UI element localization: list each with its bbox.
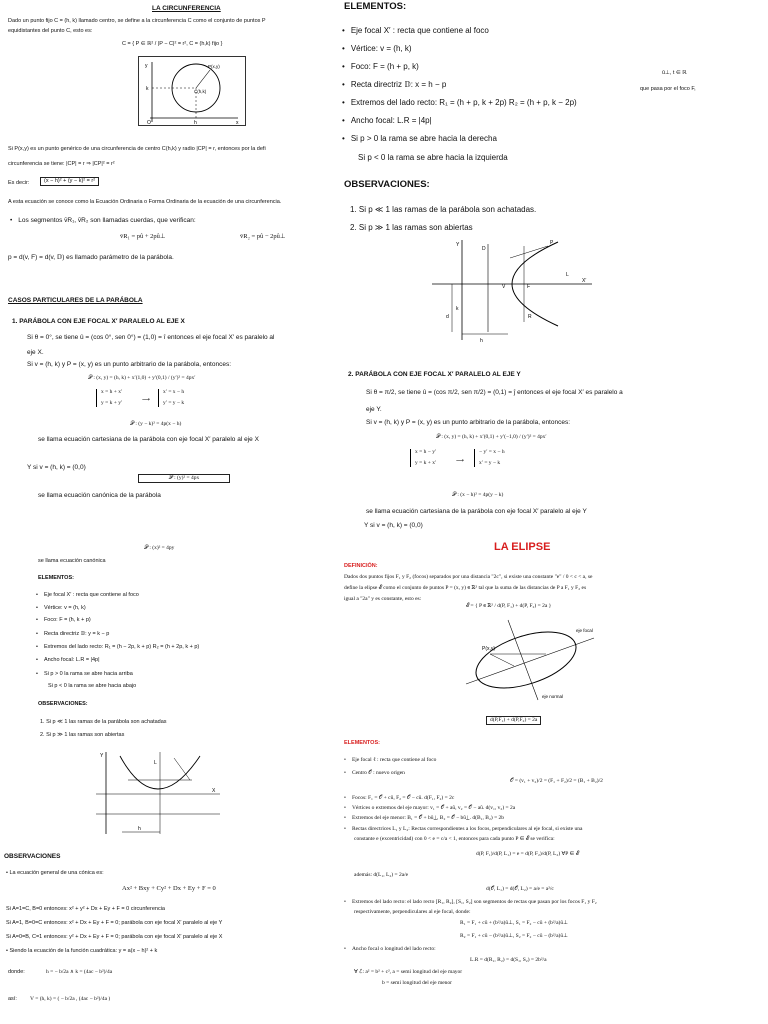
case2-sys-right-2: x′ = y − k: [479, 460, 501, 466]
rt-fig-x: X′: [582, 278, 587, 284]
ellipse-label-normal: eje normal: [542, 694, 564, 699]
rt-fig-r: R: [528, 314, 532, 320]
ll-elementos-title: ELEMENTOS:: [38, 575, 74, 581]
case2-equation: 𝒫 : (x − h)² = 4p(y − k): [452, 492, 504, 498]
elipse-e7-eq2: R₂ = F₁ + cû − (b²/a)û⊥, S₂ = F₂ − cû − (b²/a)û⊥: [460, 933, 568, 939]
rt-obs-title: OBSERVACIONES:: [344, 179, 430, 190]
rt-elementos-title: ELEMENTOS:: [344, 1, 407, 12]
obs-asi-eq: V = (h, k) = ( − b/2a , (4ac − b²)/4a ): [30, 996, 111, 1002]
rt-fig-v: V: [502, 284, 506, 290]
circle-label-o: O: [147, 120, 151, 126]
rt-elem-8: Si p < 0 la rama se abre hacia la izquierda: [358, 153, 508, 162]
ellipse-label-p: P(x,y): [482, 646, 496, 652]
case2-sys-left-2: y = k + x′: [415, 460, 437, 466]
ll-elem-4: • Recta directriz 𝔻: y = k − p: [36, 631, 109, 638]
case1-canonical-box: 𝒫 : (y)² = 4px: [138, 474, 230, 483]
parametro-text: p = d(v, F) = d(v, 𝔻) es llamado parámetro de la parábola.: [8, 254, 174, 261]
rt-elem-3: • Foco: F = (h + p, k): [342, 61, 419, 72]
elipse-e6b: constante e (excentricidad) con 0 < e = c/a < 1, entonces para cada punto P ∈ 𝓔 se verifica:: [354, 836, 555, 842]
rt-elem-6: • Ancho focal: L.R = |4p|: [342, 115, 432, 126]
elipse-e8-eq: L.R = d(R₁, R₂) = d(S₁, S₂) = 2b²/a: [470, 957, 547, 963]
segmentos-eq1: v̄R₁ = pû + 2pû⊥: [120, 233, 166, 240]
rt-elem-1: • Eje focal X′ : recta que contiene al foco: [342, 25, 489, 36]
circle-label-x: x: [236, 120, 239, 126]
obs-gen-line3: Si A=1=C, B=0 entonces: x² + y² + Dx + Ey + F = 0 circunferencia: [6, 906, 165, 912]
elipse-e2: • Centro 𝒪 : nuevo origen: [344, 770, 405, 777]
case1-system-right: [158, 389, 184, 407]
circle-label-p: P(x,y): [208, 64, 220, 69]
case1-line1: Si θ = 0°, se tiene û = (cos 0°, sen 0°) = (1,0) = î entonces el eje focal X′ es paralelo al: [27, 334, 275, 341]
canon-eq-vertical: 𝒫 : (x)² = 4py: [144, 545, 175, 551]
case1-equation: 𝒫 : (y − k)² = 4p(x − h): [130, 421, 182, 427]
case2-sys-left-1: x = h − y′: [415, 449, 437, 455]
case2-line2: eje Y.: [366, 406, 382, 413]
ll-elem-2: • Vértice: v = (h, k): [36, 605, 86, 612]
ellipse-label-focal: eje focal: [576, 628, 593, 633]
ll-elem-1: • Eje focal X′ : recta que contiene al foco: [36, 592, 139, 599]
case2-line1: Si θ = π/2, se tiene û = (cos π/2, sen π/2) = (0,1) = ĵ entonces el eje focal X′ es paralelo a: [366, 389, 623, 396]
rt-fig-d: D: [482, 246, 486, 252]
rt-elem-2: • Vértice: v = (h, k): [342, 43, 412, 54]
ellipse-figure: [460, 614, 602, 704]
case1-sys-right-2: y′ = y − k: [163, 400, 185, 406]
up-label-x: X: [212, 788, 216, 794]
circ-def-line2: equidistantes del punto C, esto es:: [8, 28, 93, 34]
circ-ordinary-equation: (x − h)² + (y − k)² = r²: [40, 177, 99, 186]
case1-title: 1. PARÁBOLA CON EJE FOCAL X′ PARALELO AL EJE X: [12, 318, 185, 325]
rt-side-note1: û⊥, t ∈ ℝ: [662, 70, 687, 76]
case1-sys-left-1: x = h + x′: [101, 389, 123, 395]
rt-obs-1: 1. Si p ≪ 1 las ramas de la parábola son achatadas.: [350, 205, 537, 214]
case2-system-left: [410, 449, 436, 467]
elipse-e6-eq: d(P, F₁)/d(P, L₁) = e = d(P, F₂)/d(P, L₂) ∀P ∈ 𝓔: [476, 851, 579, 857]
canon-label-vertical: se llama ecuación canónica: [38, 558, 106, 564]
circunferencia-title: LA CIRCUNFERENCIA: [152, 5, 221, 12]
rt-fig-dd: d: [446, 314, 449, 320]
up-label-h: h: [138, 826, 141, 832]
rt-elem-4: • Recta directriz 𝔻: x = h − p: [342, 79, 446, 90]
rt-side-note2: que pasa por el foco F,: [640, 86, 696, 92]
ellipse-shape: [469, 621, 583, 699]
circle-label-h: h: [194, 120, 197, 126]
elipse-e7b: respectivamente, perpendiculares al eje focal, donde:: [354, 909, 471, 915]
elipse-e1: • Eje focal ℓ : recta que contiene al foco: [344, 757, 436, 764]
up-label-y: Y: [100, 753, 104, 759]
casos-title: CASOS PARTICULARES DE LA PARÁBOLA: [8, 297, 143, 304]
elipse-box-eq: d(P,F₁) + d(P,F₂) = 2a: [486, 716, 541, 725]
elipse-e3: • Focos: F₁ = 𝒪 + cû, F₂ = 𝒪 − cû. d(F₁, F₂) = 2c: [344, 795, 454, 802]
case1-cartesiana: se llama ecuación cartesiana de la parábola con eje focal X′ paralelo al eje X: [38, 436, 259, 443]
rt-elem-7: • Si p > 0 la rama se abre hacia la derecha: [342, 133, 497, 144]
case2-system-right: [474, 449, 505, 467]
obs-gen-line6: • Siendo la ecuación de la función cuadrática: y = a(x − h)² + k: [6, 948, 158, 954]
rt-fig-p: P: [550, 240, 554, 246]
elipse-def-title: DEFINICIÓN:: [344, 563, 378, 569]
case2-cartesiana: se llama ecuación cartesiana de la parábola con eje focal X′ paralelo al eje Y: [366, 508, 587, 515]
elipse-e4: • Vértices o extremos del eje mayor: v₁ = 𝒪 + aû, v₂ = 𝒪 − aû. d(v₁, v₂) = 2a: [344, 805, 515, 812]
obs-gen-line2: Ax² + Bxy + Cy² + Dx + Ey + F = 0: [122, 885, 216, 892]
elipse-e2-eq: 𝒪 = (v₁ + v₂)/2 = (F₁ + F₂)/2 = (B₁ + B₂)/2: [510, 778, 603, 784]
elipse-def-line1: Dados dos puntos fijos F₁ y F₂ (focos) separados por una distancia "2c", si existe una constante "e" / 0 < c < a, se: [344, 574, 593, 580]
elipse-e7-eq1: R₁ = F₁ + cû + (b²/a)û⊥, S₁ = F₂ − cû + (b²/a)û⊥: [460, 920, 568, 926]
case1-sys-left-2: y = k + y′: [101, 400, 123, 406]
case2-title: 2. PARÁBOLA CON EJE FOCAL X′ PARALELO AL EJE Y: [348, 371, 521, 378]
case1-vzero: Y si v = (h, k) = (0,0): [27, 464, 86, 471]
elipse-e9: ∀ ℰ: a² = b² + c², a = semi longitud del eje mayor: [354, 969, 463, 975]
parabola-up-figure: [92, 748, 224, 840]
elipse-def-line2: define la elipse 𝓔 como el conjunto de puntos P = (x, y) ∈ ℝ² tal que la suma de las distancias de P a F₁ y F₂ es: [344, 585, 587, 591]
elipse-e9b: b = semi longitud del eje menor: [382, 980, 453, 986]
arrow-icon-2: ⟶: [456, 458, 464, 464]
case1-system-left: [96, 389, 122, 407]
ll-obs-title: OBSERVACIONES:: [38, 701, 88, 707]
segmentos-eq2: v̄R₂ = pû − 2pû⊥: [240, 233, 286, 240]
observaciones-title: OBSERVACIONES: [4, 853, 61, 860]
obs-asi-label: así:: [8, 996, 17, 1002]
obs-donde-eq: h = − b/2a ∧ k = (4ac − b²)/4a: [46, 969, 113, 975]
circle-figure: [138, 56, 246, 126]
case1-param-eq: 𝒫 : (x, y) = (h, k) + x′(1,0) + y′(0,1) / (y′)² = 4px′: [88, 375, 196, 381]
ll-elem-6: • Ancho focal: L.R = |4p|: [36, 657, 100, 664]
case1-line3: Si v = (h, k) y P = (x, y) es un punto arbitrario de la parábola, entonces:: [27, 361, 232, 368]
rt-fig-f: F: [527, 284, 531, 290]
obs-gen-line1: • La ecuación general de una cónica es:: [6, 870, 104, 876]
ll-elem-8: Si p < 0 la rama se abre hacia abajo: [48, 683, 137, 689]
rt-fig-y: Y: [456, 242, 460, 248]
obs-donde-label: donde:: [8, 969, 25, 975]
ll-elem-3: • Foco: F = (h, k + p): [36, 617, 91, 624]
circ-generic-line2: circunferencia se tiene: |CP| = r ⇒ |CP|² = r²: [8, 161, 115, 167]
rt-elem-5: • Extremos del lado recto: R₁ = (h + p, k + 2p) R₂ = (h + p, k − 2p): [342, 97, 577, 108]
elipse-e8: • Ancho focal o longitud del lado recto:: [344, 946, 436, 953]
elipse-def-line3: igual a "2a" y es constante, esto es:: [344, 596, 422, 602]
ll-elem-5: • Extremos del lado recto: R₁ = (h − 2p, k + p) R₂ = (h + 2p, k + p): [36, 644, 199, 651]
circ-forma-ordinaria: A esta ecuación se conoce como la Ecuación Ordinaria o Forma Ordinaria de la ecuación de una circunferencia.: [8, 199, 282, 205]
ll-obs-1: 1. Si p ≪ 1 las ramas de la parábola son achatadas: [40, 719, 167, 725]
elipse-e7: • Extremos del lado recto: el lado recto [R₁, R₂], [S₁, S₂] son segmentos de rectas que pasan por los focos F₁ y F₂: [344, 899, 597, 906]
case2-vzero: Y si v = (h, k) = (0,0): [364, 522, 423, 529]
circ-set-formula: C = { P ∈ ℝ² / |P − C|² = r², C = (h,k) fijo }: [122, 41, 223, 47]
case1-line2: eje X.: [27, 349, 44, 356]
rt-obs-2: 2. Si p ≫ 1 las ramas son abiertas: [350, 223, 473, 232]
up-label-l: L: [154, 760, 157, 766]
case2-line3: Si v = (h, k) y P = (x, y) es un punto arbitrario de la parábola, entonces:: [366, 419, 571, 426]
circle-label-c: C(h,k): [194, 89, 207, 94]
case2-param-eq: 𝒫 : (x, y) = (h, k) + x′(0,1) + y′(−1,0) / (y′)² = 4px′: [436, 434, 547, 440]
case1-canonical-label: se llama ecuación canónica de la parábola: [38, 492, 161, 499]
elipse-e5: • Extremos del eje menor: B₁ = 𝒪 + bû⊥, B₂ = 𝒪 − bû⊥. d(B₁, B₂) = 2b: [344, 815, 504, 822]
circle-label-y: y: [145, 63, 148, 69]
circle-label-k: k: [146, 86, 149, 92]
ll-elem-7: • Si p > 0 la rama se abre hacia arriba: [36, 671, 133, 678]
parabola-right-figure: [428, 236, 596, 344]
circ-generic-line1: Si P(x,y) es un punto genérico de una circunferencia de centro C(h,k) y radio |CP| = r, entonces por la defi: [8, 146, 266, 152]
case2-sys-right-1: − y′ = x − h: [479, 449, 505, 455]
elipse-e6: • Rectas directrices L₁ y L₂: Rectas correspondientes a los focos, perpendiculares al eje focal, si existe una: [344, 826, 582, 833]
case1-sys-right-1: x′ = x − h: [163, 389, 185, 395]
obs-gen-line5: Si A=0=B, C=1 entonces: y² + Dx + Ey + F = 0; parábola con eje focal X′ paralelo al eje X: [6, 934, 223, 940]
rt-fig-l: L: [566, 272, 569, 278]
rt-fig-k: k: [456, 306, 459, 312]
elipse-e6-eq2: d(𝒪, L₁) = d(𝒪, L₂) = a/e = a²/c: [486, 886, 554, 892]
elipse-set-eq: 𝓔 = { P ∈ ℝ² / d(P, F₁) + d(P, F₂) = 2a }: [466, 603, 552, 609]
circ-es-decir: Es decir:: [8, 180, 30, 186]
ll-obs-2: 2. Si p ≫ 1 las ramas son abiertas: [40, 732, 125, 738]
elipse-title: LA ELIPSE: [494, 541, 551, 553]
obs-gen-line4: Si A=1, B=0=C entonces: x² + Dx + Ey + F = 0; parábola con eje focal X′ paralelo al eje Y: [6, 920, 223, 926]
elipse-elementos-title: ELEMENTOS:: [344, 740, 380, 746]
rt-fig-h: h: [480, 338, 483, 344]
arrow-icon: ⟶: [142, 397, 150, 403]
circ-def-line1: Dado un punto fijo C = (h, k) llamado centro, se define a la circunferencia C como el conjunto de puntos P: [8, 18, 266, 24]
segmentos-text: • Los segmentos v̄R₁, v̄R₂ son llamadas cuerdas, que verifican:: [10, 216, 196, 225]
elipse-e6-ademas: además: d(L₁, L₂) = 2a/e: [354, 872, 409, 878]
